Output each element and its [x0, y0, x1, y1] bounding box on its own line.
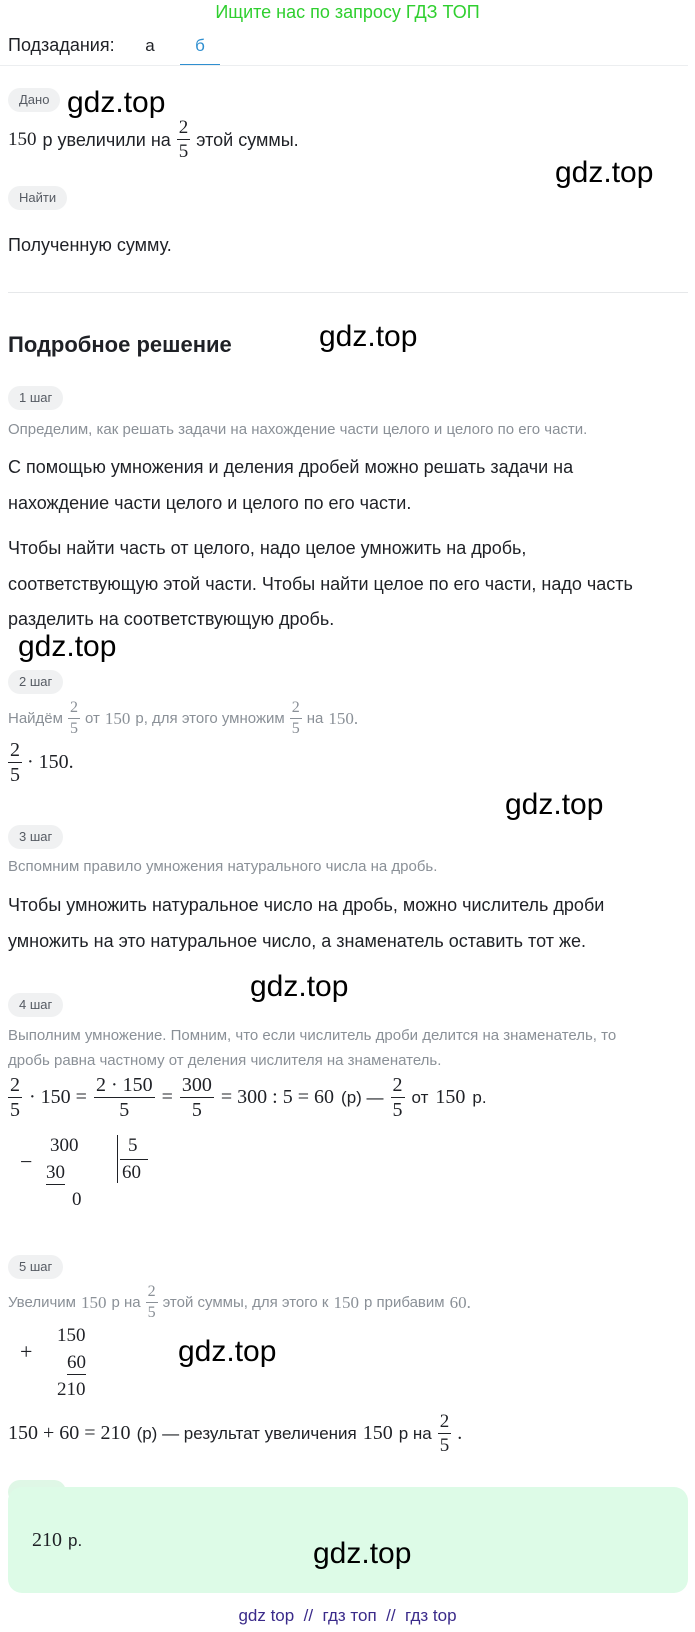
eq-of: от [411, 1087, 429, 1107]
step-5-amount: 150 [333, 1292, 359, 1312]
answer-box [8, 1487, 688, 1593]
given-text-before: р увеличили на [42, 129, 171, 150]
step-2-hint-b: от [84, 709, 100, 727]
find-chip: Найти [8, 186, 67, 210]
frac-den: 5 [291, 720, 300, 737]
watermark: gdz.top [178, 1335, 277, 1368]
division-bar [117, 1135, 118, 1183]
addition-b: 60 [67, 1352, 86, 1373]
result-amount: 150 [362, 1422, 393, 1444]
subtasks-label: Подзадания: [8, 35, 115, 55]
given-text-after: этой суммы. [196, 129, 299, 150]
fraction-two-fifths [8, 740, 22, 785]
frac-den: 5 [119, 1099, 130, 1121]
frac-den: 5 [10, 764, 20, 786]
division-dividend: 300 [50, 1135, 79, 1156]
frac-den: 5 [69, 720, 78, 737]
frac-num: 2 [439, 1411, 450, 1432]
tabs-divider [0, 65, 688, 66]
solution-title: Подробное решение [8, 332, 232, 357]
section-divider [8, 292, 688, 293]
division-remainder: 0 [72, 1189, 82, 1210]
frac-num: 2 [146, 1284, 158, 1303]
watermark: gdz.top [319, 320, 418, 353]
division-minus: − [20, 1149, 33, 1174]
eq-tail: = 300 : 5 = 60 [220, 1086, 335, 1108]
division-underline [120, 1159, 148, 1160]
given-statement [8, 118, 299, 161]
result-expression: 150 + 60 = 210 [8, 1422, 131, 1444]
frac-num: 2 [10, 739, 20, 761]
answer-number: 210 [32, 1529, 62, 1551]
step-5-hint-b: р на [111, 1293, 141, 1311]
step-5-add-value-num: 60 [449, 1292, 467, 1312]
step-1-line: разделить на соответствующую дробь. [8, 609, 335, 629]
addition-a: 150 [57, 1325, 86, 1346]
footer-links[interactable]: gdz top // гдз топ // гдз top [238, 1606, 457, 1625]
result-text: (р) — результат увеличения [136, 1423, 357, 1443]
step-5-amount: 150 [80, 1292, 107, 1312]
addition-sum: 210 [57, 1379, 86, 1400]
fraction-two-fifths [68, 700, 80, 737]
frac-den: 5 [191, 1099, 202, 1121]
frac-den: 5 [392, 1099, 403, 1121]
step-2-hint [8, 700, 358, 737]
frac-num: 2 · 150 [95, 1074, 153, 1096]
step-5-add-value: 60. [449, 1292, 471, 1312]
division-subtrahend: 30 [46, 1162, 65, 1183]
watermark: gdz.top [18, 630, 117, 663]
step-2-expression [8, 740, 74, 785]
answer-value [32, 1529, 82, 1552]
step-5-hint [8, 1284, 471, 1321]
step-3-line: Чтобы умножить натуральное число на дробь, можно числитель дроби [8, 895, 605, 915]
fraction-product [94, 1075, 155, 1120]
find-text: Полученную сумму. [8, 235, 172, 255]
step-1-hint: Определим, как решать задачи на нахождение части целого и целого по его части. [8, 421, 588, 438]
division-quotient: 60 [122, 1162, 141, 1183]
step-2-amount: 150. [328, 708, 359, 728]
step-4-chip: 4 шаг [8, 993, 63, 1017]
step-4-hint: дробь равна частному от деления числителя на знаменатель. [8, 1052, 442, 1069]
step-5-result [8, 1412, 462, 1455]
frac-num: 2 [10, 1074, 20, 1096]
step-3-line: умножить на это натуральное число, а знаменатель оставить тот же. [8, 931, 587, 951]
column-addition [20, 1325, 100, 1405]
given-fraction [177, 118, 191, 161]
step-1-chip: 1 шаг [8, 386, 63, 410]
watermark: gdz.top [313, 1537, 412, 1570]
frac-num: 300 [181, 1074, 212, 1096]
addition-plus: + [20, 1339, 33, 1364]
watermark: gdz.top [250, 970, 349, 1003]
given-amount: 150 [8, 128, 37, 150]
watermark: gdz.top [555, 156, 654, 189]
step-2-amount: 150 [104, 708, 131, 728]
frac-num: 2 [392, 1074, 403, 1096]
step-4-equation [8, 1075, 487, 1120]
step-2-chip: 2 шаг [8, 670, 63, 694]
given-chip: Дано [8, 88, 60, 112]
step-1-line: нахождение части целого и целого по его части. [8, 493, 412, 513]
watermark: gdz.top [505, 788, 604, 821]
step-2-amount-value: 150 [328, 708, 354, 728]
step-3-hint: Вспомним правило умножения натурального числа на дробь. [8, 858, 438, 875]
step-1-line: Чтобы найти часть от целого, надо целое умножить на дробь, [8, 538, 527, 558]
fraction-two-fifths [391, 1075, 405, 1120]
frac-num: 2 [290, 700, 302, 719]
step-5-hint-a: Увеличим [8, 1293, 76, 1311]
frac-den: 5 [10, 1099, 20, 1121]
fraction-two-fifths [438, 1412, 452, 1455]
eq-of-unit: р. [472, 1087, 487, 1107]
given-frac-num: 2 [178, 117, 189, 138]
tab-subtask-a[interactable]: а [145, 36, 155, 55]
division-divisor: 5 [128, 1135, 138, 1156]
eq-unit: (р) — [341, 1087, 384, 1107]
eq-of-amount: 150 [435, 1086, 466, 1108]
tab-subtask-b[interactable]: б [180, 32, 220, 66]
fraction-two-fifths [146, 1284, 158, 1321]
step-2-expr-tail: · 150. [27, 751, 74, 773]
long-division [20, 1135, 160, 1213]
watermark: gdz.top [67, 86, 166, 119]
step-2-hint-a: Найдём [8, 709, 63, 727]
frac-den: 5 [439, 1435, 450, 1456]
fraction-300-5 [180, 1075, 214, 1120]
frac-num: 2 [68, 700, 80, 719]
eq-equals: = [161, 1086, 173, 1108]
fraction-two-fifths [8, 1075, 22, 1120]
step-4-hint: Выполним умножение. Помним, что если числитель дроби делится на знаменатель, то [8, 1027, 617, 1044]
step-5-hint-d: р прибавим [363, 1293, 445, 1311]
step-3-chip: 3 шаг [8, 825, 63, 849]
step-5-chip: 5 шаг [8, 1255, 63, 1279]
result-period: . [457, 1422, 463, 1444]
fraction-two-fifths [290, 700, 302, 737]
step-1-line: С помощью умножения и деления дробей можно решать задачи на [8, 457, 574, 477]
step-2-hint-d: на [306, 709, 324, 727]
result-unit: р на [398, 1423, 432, 1443]
eq-mul: · 150 = [29, 1086, 87, 1108]
answer-unit: р. [68, 1531, 83, 1550]
frac-den: 5 [147, 1304, 156, 1321]
step-5-hint-c: этой суммы, для этого к [162, 1293, 329, 1311]
given-frac-den: 5 [178, 141, 189, 162]
step-2-hint-c: р, для этого умножим [135, 709, 285, 727]
search-banner: Ищите нас по запросу ГДЗ ТОП [215, 2, 480, 22]
step-1-line: соответствующую этой части. Чтобы найти целое по его части, надо часть [8, 574, 633, 594]
